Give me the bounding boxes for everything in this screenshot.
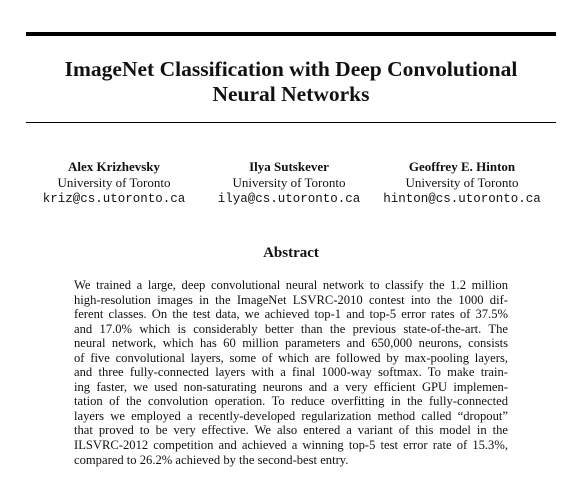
title-line-1: ImageNet Classification with Deep Convolutional: [64, 57, 518, 81]
author-name: Alex Krizhevsky: [67, 159, 161, 174]
author-email: hinton@cs.utoronto.ca: [383, 192, 541, 206]
title-bottom-rule: [26, 122, 556, 123]
abstract-line: We trained a large, deep convolutional neural network to classify the 1.2 million: [74, 278, 508, 292]
abstract-line: ILSVRC-2012 competition and achieved a winning top-5 test error rate of 15.3%,: [74, 438, 508, 453]
abstract-line: tation of the convolution operation. To reduce overfitting in the fully-connected: [74, 394, 508, 409]
abstract-line: compared to 26.2% achieved by the second-best entry.: [74, 452, 349, 467]
abstract-line: ing faster, we used non-saturating neurons and a very efficient GPU implemen-: [74, 379, 508, 394]
abstract-line: of five convolutional layers, some of which are followed by max-pooling layers,: [74, 350, 508, 365]
author-block: [204, 159, 374, 207]
abstract-body: [74, 278, 508, 467]
author-email: kriz@cs.utoronto.ca: [42, 192, 186, 206]
author-affiliation: University of Toronto: [405, 175, 519, 190]
abstract-heading: Abstract: [263, 245, 319, 261]
abstract-line: ferent classes. On the test data, we achieved top-1 and top-5 error rates of 37.5%: [74, 307, 508, 322]
title-line-2: Neural Networks: [212, 82, 370, 106]
top-rule: [26, 32, 556, 36]
author-block: [34, 159, 194, 207]
abstract-line: and 17.0% which is considerably better than the previous state-of-the-art. The: [74, 321, 508, 336]
abstract-line: and three fully-connected layers with a final 1000-way softmax. To make train-: [74, 365, 508, 380]
abstract-line: that proved to be very effective. We also entered a variant of this model in the: [74, 423, 508, 438]
abstract-line: high-resolution images in the ImageNet LSVRC-2010 contest into the 1000 dif-: [74, 292, 508, 307]
author-name: Geoffrey E. Hinton: [408, 159, 516, 174]
author-affiliation: University of Toronto: [232, 175, 346, 190]
author-name: Ilya Sutskever: [249, 159, 329, 174]
author-email: ilya@cs.utoronto.ca: [217, 192, 361, 206]
author-affiliation: University of Toronto: [57, 175, 171, 190]
paper-title: [26, 57, 556, 107]
author-block: [374, 159, 550, 207]
abstract-line: layers we employed a recently-developed regularization method called “dropout”: [74, 408, 508, 423]
abstract-line: neural network, which has 60 million parameters and 650,000 neurons, consists: [74, 336, 508, 351]
